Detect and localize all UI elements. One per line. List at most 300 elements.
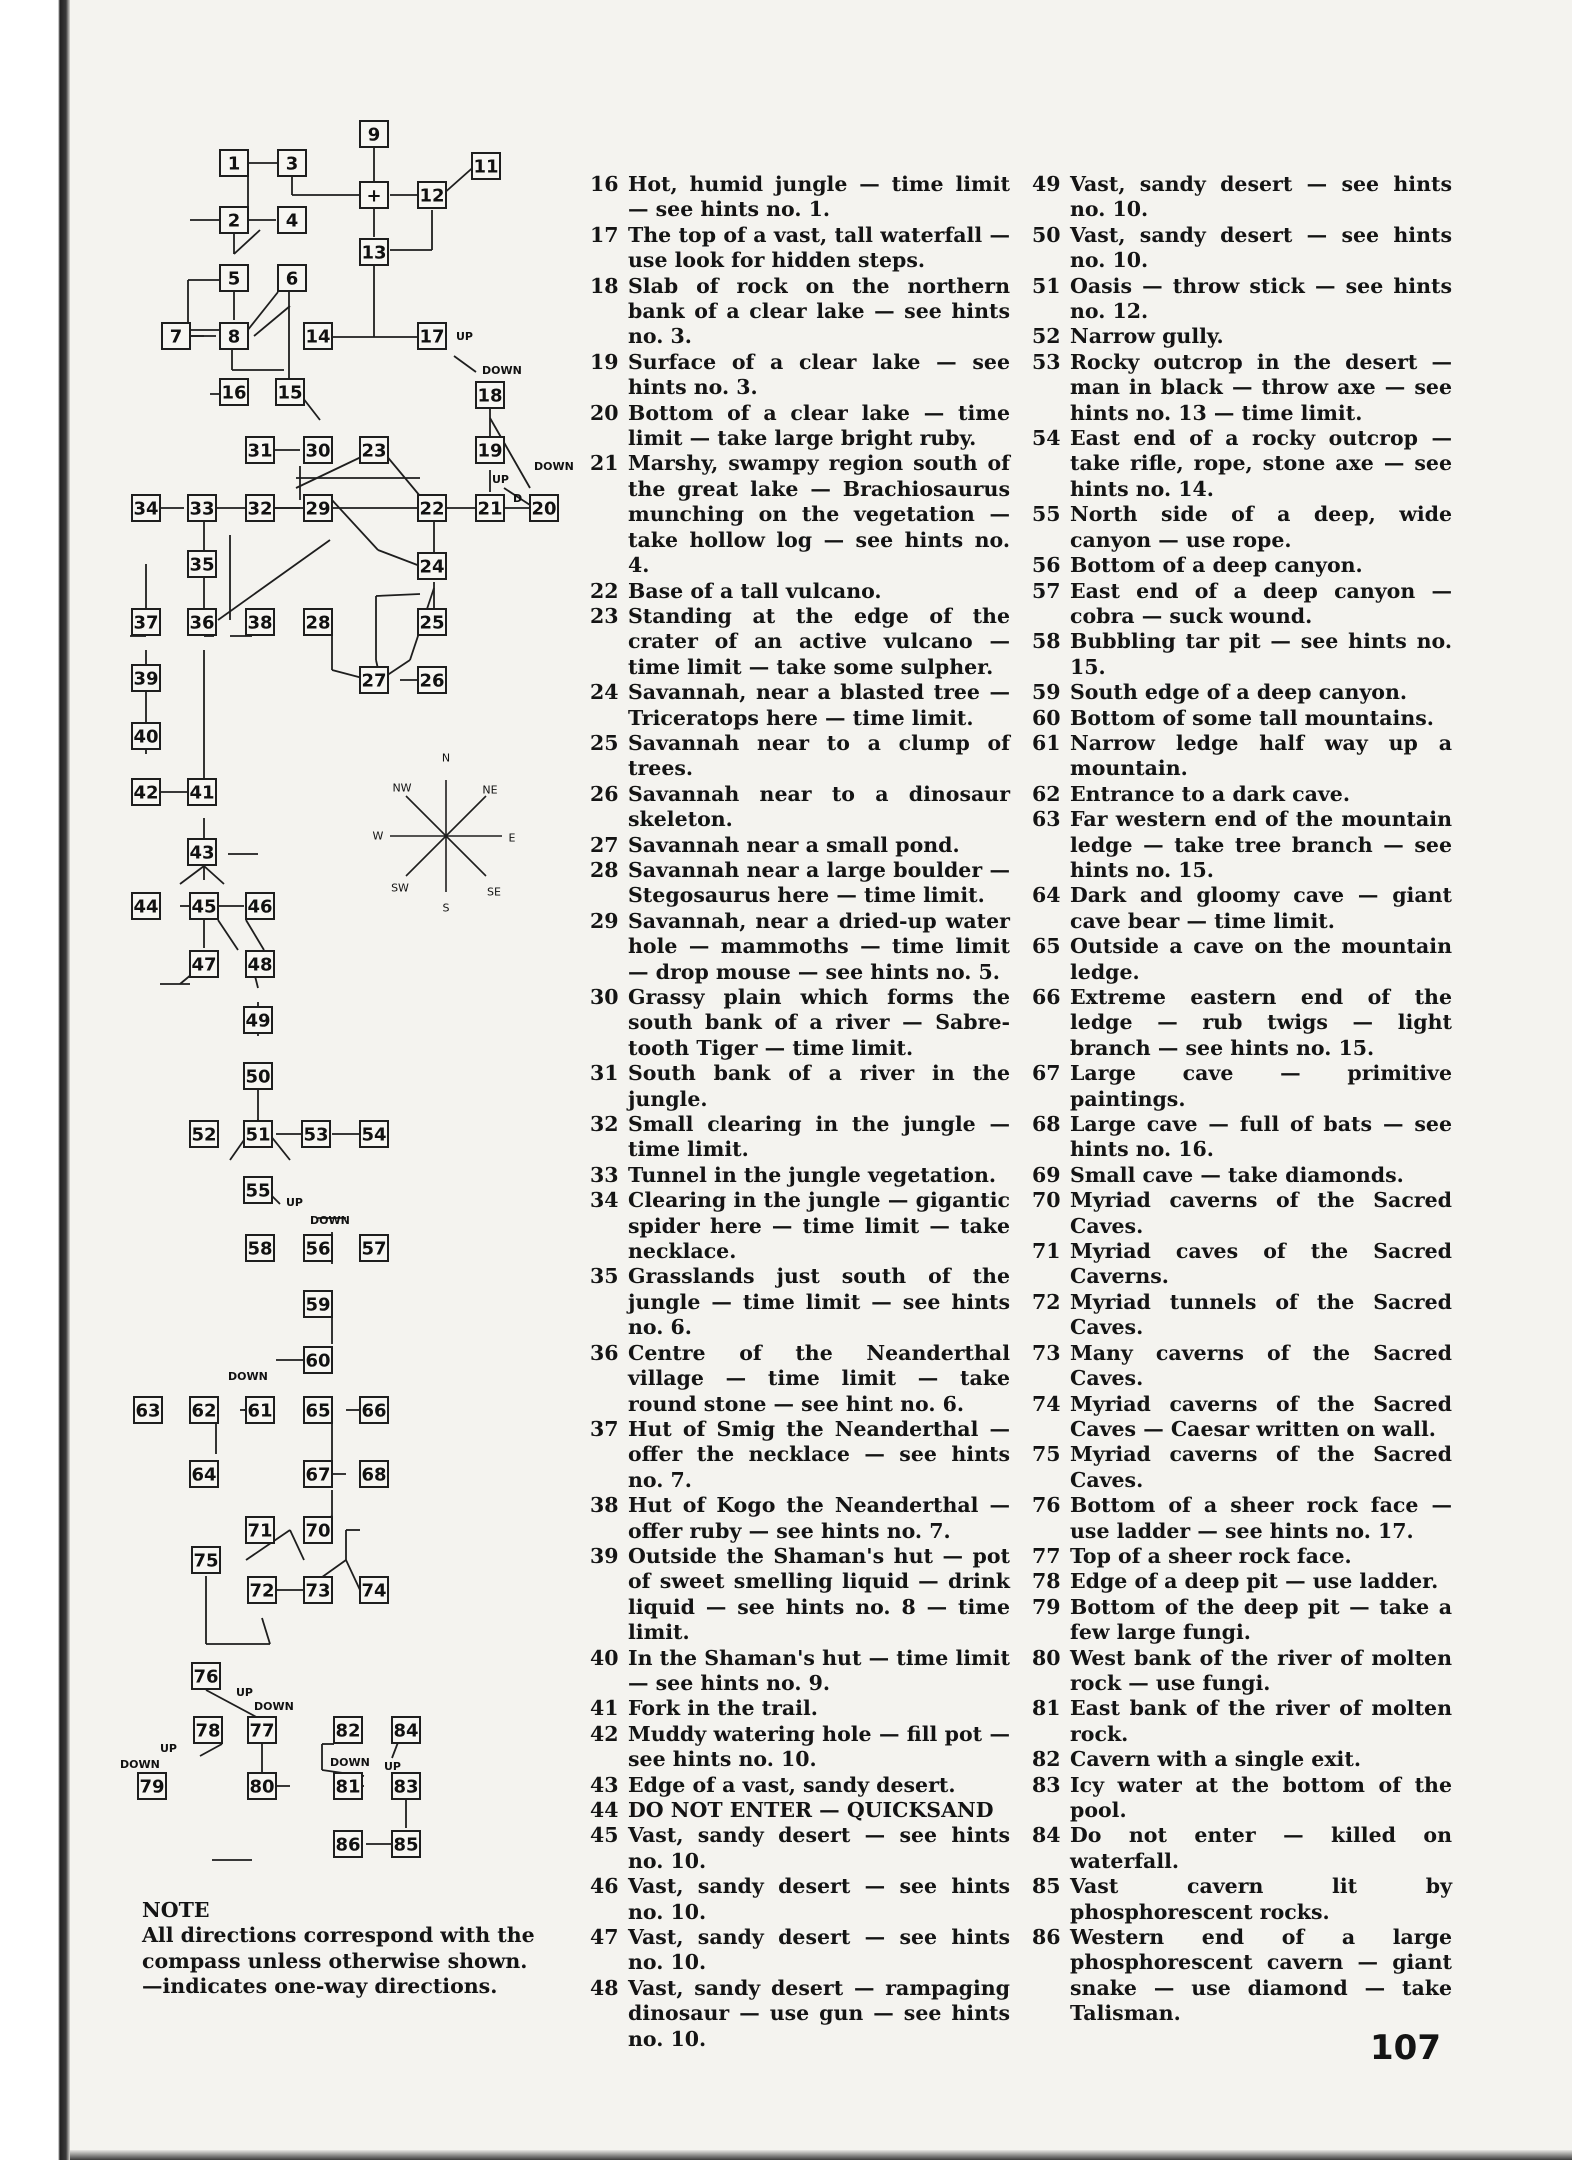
compass-se: SE bbox=[487, 885, 501, 899]
map-room-box bbox=[246, 495, 274, 521]
room-list-left bbox=[590, 172, 1010, 2052]
map-room-label: 17 bbox=[419, 326, 445, 348]
room-entry bbox=[1032, 731, 1452, 782]
room-entry bbox=[590, 985, 1010, 1061]
map-room-label: 51 bbox=[245, 1124, 271, 1146]
map-room-label: + bbox=[366, 185, 382, 207]
room-description: Hut of Smig the Neanderthal — offer the necklace — see hints no. 7. bbox=[628, 1416, 1010, 1492]
map-room-box bbox=[188, 609, 216, 635]
map-room-label: 65 bbox=[305, 1400, 331, 1422]
room-description: Fork in the trail. bbox=[628, 1696, 818, 1721]
room-entry bbox=[590, 1823, 1010, 1874]
room-description: Grasslands just south of the jungle — time limit — see hints no. 6. bbox=[628, 1264, 1010, 1340]
room-entry bbox=[590, 1544, 1010, 1646]
room-description: Myriad caverns of the Sacred Caves. bbox=[1070, 1188, 1452, 1238]
svg-text:UP: UP bbox=[492, 473, 509, 486]
room-entry bbox=[1032, 1646, 1452, 1697]
map-room-label: 75 bbox=[193, 1550, 219, 1572]
map-room-box bbox=[360, 1461, 388, 1487]
room-description: Savannah, near a blasted tree — Triceratops here — time limit. bbox=[628, 680, 1010, 730]
compass-e: E bbox=[508, 831, 516, 845]
map-room-label: 5 bbox=[227, 268, 241, 290]
room-number: 30 bbox=[590, 985, 619, 1009]
room-description: Do not enter — killed on waterfall. bbox=[1070, 1823, 1452, 1873]
map-room-box bbox=[360, 182, 388, 208]
map-room-label: 32 bbox=[247, 498, 273, 520]
room-description: Top of a sheer rock face. bbox=[1070, 1543, 1352, 1568]
note-title: NOTE bbox=[142, 1898, 210, 1922]
room-entry bbox=[1032, 1290, 1452, 1341]
room-number: 29 bbox=[590, 908, 619, 933]
note-line: —indicates one-way directions. bbox=[142, 1974, 498, 1999]
map-room-label: 33 bbox=[189, 498, 215, 520]
room-number: 42 bbox=[590, 1721, 619, 1746]
room-description: Bottom of some tall mountains. bbox=[1070, 705, 1434, 730]
room-entry bbox=[1032, 1061, 1452, 1112]
map-room-box bbox=[132, 779, 160, 805]
map-room-label: 76 bbox=[193, 1666, 219, 1688]
room-description: Small clearing in the jungle — time limit. bbox=[628, 1112, 1010, 1162]
room-description: Savannah near a large boulder — Stegosaurus here — time limit. bbox=[628, 857, 1010, 908]
room-entry bbox=[1032, 883, 1452, 934]
map-room-label: 77 bbox=[249, 1720, 275, 1742]
map-room-box bbox=[278, 150, 306, 176]
map-room-label: 72 bbox=[249, 1580, 275, 1602]
map-room-box bbox=[476, 495, 504, 521]
room-entry bbox=[1032, 1696, 1452, 1747]
room-number: 79 bbox=[1032, 1594, 1061, 1619]
room-entry bbox=[590, 1925, 1010, 1976]
room-number: 27 bbox=[590, 832, 619, 857]
room-number: 25 bbox=[590, 730, 619, 755]
room-number: 24 bbox=[590, 680, 619, 705]
room-number: 22 bbox=[590, 578, 619, 603]
map-room-label: 18 bbox=[477, 385, 503, 407]
map-room-box bbox=[190, 1461, 218, 1487]
room-description: Savannah near to a clump of trees. bbox=[628, 730, 1010, 781]
room-entry bbox=[1032, 1112, 1452, 1163]
room-description: North side of a deep, wide canyon — use rope. bbox=[1070, 502, 1452, 552]
map-room-label: 43 bbox=[189, 842, 215, 864]
map-room-label: 4 bbox=[285, 210, 299, 232]
map-room-box bbox=[302, 1121, 330, 1147]
room-number: 18 bbox=[590, 273, 619, 298]
room-entry bbox=[590, 1798, 1010, 1823]
map-rooms bbox=[132, 121, 558, 1857]
room-entry bbox=[1032, 1569, 1452, 1594]
room-description: Outside the Shaman's hut — pot of sweet smelling liquid — drink liquid — see hints no. 8 — time limit. bbox=[628, 1543, 1010, 1645]
map-room-box bbox=[220, 150, 248, 176]
room-description: DO NOT ENTER — QUICKSAND bbox=[628, 1798, 994, 1822]
map-room-label: 74 bbox=[361, 1580, 387, 1602]
map-room-label: 80 bbox=[249, 1776, 275, 1798]
room-number: 53 bbox=[1032, 349, 1061, 374]
map-room-box bbox=[418, 667, 446, 693]
map-room-box bbox=[190, 1121, 218, 1147]
room-entry bbox=[1032, 782, 1452, 807]
map-room-label: 58 bbox=[247, 1238, 273, 1260]
map-room-box bbox=[334, 1717, 362, 1743]
room-number: 39 bbox=[590, 1543, 619, 1568]
map-room-label: 57 bbox=[361, 1238, 387, 1260]
room-entry bbox=[590, 909, 1010, 985]
room-number: 16 bbox=[590, 172, 619, 196]
map-room-label: 49 bbox=[245, 1010, 271, 1032]
room-number: 86 bbox=[1032, 1925, 1061, 1950]
room-description: Vast cavern lit by phosphorescent rocks. bbox=[1070, 1874, 1452, 1924]
room-description: Small cave — take diamonds. bbox=[1070, 1162, 1404, 1187]
room-description: Savannah near a small pond. bbox=[628, 832, 960, 857]
map-room-label: 39 bbox=[133, 668, 159, 690]
room-entry bbox=[590, 172, 1010, 223]
map-room-box bbox=[220, 379, 248, 405]
map-room-box bbox=[246, 951, 274, 977]
room-entry bbox=[1032, 629, 1452, 680]
map-room-box bbox=[132, 665, 160, 691]
room-description: In the Shaman's hut — time limit — see hints no. 9. bbox=[628, 1645, 1010, 1695]
room-number: 65 bbox=[1032, 934, 1061, 959]
map-room-label: 60 bbox=[305, 1350, 331, 1372]
room-number: 49 bbox=[1032, 172, 1061, 196]
map-room-box bbox=[418, 495, 446, 521]
room-entry bbox=[1032, 502, 1452, 553]
room-entry bbox=[1032, 172, 1452, 223]
room-number: 20 bbox=[590, 400, 619, 425]
compass-w: W bbox=[372, 829, 384, 843]
room-description: Vast, sandy desert — see hints no. 10. bbox=[1070, 222, 1452, 273]
map-room-box bbox=[334, 1831, 362, 1857]
map-room-label: 81 bbox=[335, 1776, 361, 1798]
map-room-box bbox=[220, 265, 248, 291]
room-entry bbox=[1032, 1442, 1452, 1493]
room-number: 84 bbox=[1032, 1823, 1061, 1848]
room-description: Vast, sandy desert — see hints no. 10. bbox=[628, 1823, 1010, 1873]
room-number: 58 bbox=[1032, 629, 1061, 654]
map-room-box bbox=[304, 1461, 332, 1487]
map-room-label: 9 bbox=[367, 124, 381, 146]
map-room-box bbox=[248, 1773, 276, 1799]
room-number: 26 bbox=[590, 781, 619, 806]
room-number: 83 bbox=[1032, 1772, 1061, 1797]
map-room-label: 44 bbox=[133, 896, 159, 918]
map-room-box bbox=[276, 379, 304, 405]
room-number: 23 bbox=[590, 603, 619, 628]
room-description: Marshy, swampy region south of the great lake — Brachiosaurus munching on the vegetation — take hollow log — see hints no. 4. bbox=[628, 451, 1010, 578]
map-room-box bbox=[132, 495, 160, 521]
room-number: 40 bbox=[590, 1645, 619, 1670]
map-room-box bbox=[244, 1063, 272, 1089]
room-description: Hut of Kogo the Neanderthal — offer ruby — see hints no. 7. bbox=[628, 1493, 1010, 1543]
map-room-box bbox=[188, 779, 216, 805]
map-room-label: 27 bbox=[361, 670, 387, 692]
map-room-label: 24 bbox=[419, 556, 445, 578]
map-room-box bbox=[188, 839, 216, 865]
map-room-box bbox=[132, 723, 160, 749]
compass-n: N bbox=[441, 751, 451, 765]
map-room-label: 14 bbox=[305, 326, 331, 348]
room-description: Bottom of the deep pit — take a few large fungi. bbox=[1070, 1594, 1452, 1645]
room-description: Grassy plain which forms the south bank of a river — Sabre-tooth Tiger — time limit. bbox=[628, 985, 1010, 1060]
room-entry bbox=[1032, 985, 1452, 1061]
room-number: 57 bbox=[1032, 578, 1061, 603]
room-entry bbox=[1032, 324, 1452, 349]
map-room-label: 82 bbox=[335, 1720, 361, 1742]
room-entry bbox=[590, 1188, 1010, 1264]
map-room-box bbox=[304, 323, 332, 349]
room-description: Centre of the Neanderthal village — time limit — take round stone — see hint no. 6. bbox=[628, 1340, 1010, 1416]
map-room-label: 45 bbox=[191, 896, 217, 918]
map-room-label: 15 bbox=[277, 382, 303, 404]
map-room-label: 23 bbox=[361, 440, 387, 462]
room-number: 19 bbox=[590, 349, 619, 374]
compass-ne: NE bbox=[482, 783, 498, 797]
room-number: 38 bbox=[590, 1493, 619, 1518]
room-entry bbox=[590, 1722, 1010, 1773]
map-room-label: 34 bbox=[133, 498, 159, 520]
map-room-box bbox=[418, 182, 446, 208]
map-room-label: 13 bbox=[361, 242, 387, 264]
map-room-box bbox=[304, 1397, 332, 1423]
map-room-box bbox=[190, 1397, 218, 1423]
map-room-box bbox=[162, 323, 190, 349]
map-room-box bbox=[392, 1831, 420, 1857]
room-entry bbox=[590, 1163, 1010, 1188]
room-description: South edge of a deep canyon. bbox=[1070, 680, 1408, 705]
map-room-label: 85 bbox=[393, 1834, 419, 1856]
map-room-label: 36 bbox=[189, 612, 215, 634]
room-description: Cavern with a single exit. bbox=[1070, 1747, 1361, 1772]
map-room-box bbox=[192, 1663, 220, 1689]
room-entry bbox=[1032, 1925, 1452, 2027]
room-description: Narrow gully. bbox=[1070, 324, 1224, 349]
room-description: Dark and gloomy cave — giant cave bear — time limit. bbox=[1070, 883, 1452, 933]
room-number: 75 bbox=[1032, 1442, 1061, 1467]
room-number: 80 bbox=[1032, 1645, 1061, 1670]
map-room-box bbox=[278, 265, 306, 291]
room-number: 54 bbox=[1032, 426, 1061, 451]
map-room-label: 47 bbox=[191, 954, 217, 976]
room-entry bbox=[1032, 934, 1452, 985]
room-list-right bbox=[1032, 172, 1452, 2027]
map-room-box bbox=[132, 609, 160, 635]
room-number: 36 bbox=[590, 1340, 619, 1365]
room-description: Vast, sandy desert — see hints no. 10. bbox=[1070, 172, 1452, 222]
room-number: 81 bbox=[1032, 1696, 1061, 1721]
map-room-label: 55 bbox=[245, 1180, 271, 1202]
room-entry bbox=[1032, 1239, 1452, 1290]
room-entry bbox=[590, 1773, 1010, 1798]
room-entry bbox=[1032, 553, 1452, 578]
map-room-label: 12 bbox=[419, 185, 445, 207]
map-room-label: 62 bbox=[191, 1400, 217, 1422]
room-number: 68 bbox=[1032, 1112, 1061, 1137]
map-room-box bbox=[246, 609, 274, 635]
room-number: 70 bbox=[1032, 1188, 1061, 1213]
room-number: 34 bbox=[590, 1188, 619, 1213]
map-room-label: 71 bbox=[247, 1520, 273, 1542]
room-number: 52 bbox=[1032, 324, 1061, 349]
room-number: 74 bbox=[1032, 1391, 1061, 1416]
room-description: Extreme eastern end of the ledge — rub twigs — light branch — see hints no. 15. bbox=[1070, 985, 1452, 1060]
room-description: Savannah, near a dried-up water hole — mammoths — time limit — drop mouse — see hints no. 5. bbox=[628, 908, 1010, 984]
room-description: Clearing in the jungle — gigantic spider here — time limit — take necklace. bbox=[628, 1188, 1010, 1264]
map-room-label: 61 bbox=[247, 1400, 273, 1422]
map-note bbox=[142, 1898, 572, 2000]
map-room-label: 31 bbox=[247, 440, 273, 462]
page-number: 107 bbox=[1370, 2028, 1441, 2068]
map-room-box bbox=[192, 1547, 220, 1573]
room-number: 51 bbox=[1032, 273, 1061, 298]
room-entry bbox=[590, 1417, 1010, 1493]
svg-text:DOWN: DOWN bbox=[120, 1758, 160, 1771]
room-description: Hot, humid jungle — time limit — see hints no. 1. bbox=[628, 172, 1010, 222]
room-number: 43 bbox=[590, 1772, 619, 1797]
room-description: Western end of a large phosphorescent cavern — giant snake — use diamond — take Talisman. bbox=[1070, 1925, 1452, 2026]
compass-sw: SW bbox=[391, 881, 409, 895]
map-room-box bbox=[418, 609, 446, 635]
room-number: 66 bbox=[1032, 985, 1061, 1009]
room-number: 60 bbox=[1032, 705, 1061, 730]
room-description: Outside a cave on the mountain ledge. bbox=[1070, 934, 1452, 984]
map-room-label: 19 bbox=[477, 440, 503, 462]
room-description: East end of a deep canyon — cobra — suck wound. bbox=[1070, 578, 1452, 628]
map-room-box bbox=[246, 1517, 274, 1543]
room-number: 48 bbox=[590, 1975, 619, 2000]
svg-text:DOWN: DOWN bbox=[482, 364, 522, 377]
map-room-box bbox=[244, 1121, 272, 1147]
svg-text:UP: UP bbox=[456, 330, 473, 343]
map-room-label: 46 bbox=[247, 896, 273, 918]
room-number: 28 bbox=[590, 857, 619, 882]
room-description: The top of a vast, tall waterfall — use look for hidden steps. bbox=[628, 222, 1010, 273]
room-description: Many caverns of the Sacred Caves. bbox=[1070, 1340, 1452, 1391]
adventure-map bbox=[0, 0, 600, 2160]
room-description: Edge of a deep pit — use ladder. bbox=[1070, 1569, 1439, 1594]
svg-text:DOWN: DOWN bbox=[330, 1756, 370, 1769]
map-room-box bbox=[304, 1517, 332, 1543]
room-entry bbox=[1032, 706, 1452, 731]
map-direction-labels bbox=[120, 330, 574, 1773]
room-entry bbox=[590, 1264, 1010, 1340]
map-room-label: 26 bbox=[419, 670, 445, 692]
room-description: Myriad caverns of the Sacred Caves — Caesar written on wall. bbox=[1070, 1391, 1452, 1441]
map-room-label: 1 bbox=[227, 153, 241, 175]
room-entry bbox=[1032, 1544, 1452, 1569]
room-number: 50 bbox=[1032, 222, 1061, 247]
room-description: Vast, sandy desert — rampaging dinosaur — use gun — see hints no. 10. bbox=[628, 1975, 1010, 2051]
note-line: All directions correspond with the bbox=[142, 1923, 535, 1948]
room-description: Vast, sandy desert — see hints no. 10. bbox=[628, 1925, 1010, 1975]
room-entry bbox=[590, 833, 1010, 858]
map-room-box bbox=[472, 153, 500, 179]
map-room-label: 11 bbox=[473, 156, 499, 178]
map-room-label: 41 bbox=[189, 782, 215, 804]
map-room-box bbox=[476, 437, 504, 463]
svg-text:D: D bbox=[513, 492, 523, 505]
map-room-label: 78 bbox=[195, 1720, 221, 1742]
map-room-box bbox=[360, 667, 388, 693]
room-entry bbox=[590, 350, 1010, 401]
room-number: 35 bbox=[590, 1264, 619, 1289]
map-room-label: 64 bbox=[191, 1464, 217, 1486]
room-entry bbox=[1032, 274, 1452, 325]
room-number: 33 bbox=[590, 1162, 619, 1187]
map-room-label: 56 bbox=[305, 1238, 331, 1260]
map-room-box bbox=[334, 1773, 362, 1799]
room-description: Far western end of the mountain ledge — take tree branch — see hints no. 15. bbox=[1070, 807, 1452, 882]
room-description: Base of a tall vulcano. bbox=[628, 578, 882, 603]
map-room-box bbox=[304, 1347, 332, 1373]
map-room-box bbox=[360, 121, 388, 147]
room-number: 55 bbox=[1032, 502, 1061, 527]
map-room-box bbox=[138, 1773, 166, 1799]
room-description: Slab of rock on the northern bank of a clear lake — see hints no. 3. bbox=[628, 273, 1010, 349]
map-room-box bbox=[392, 1717, 420, 1743]
map-room-label: 21 bbox=[477, 498, 503, 520]
room-number: 85 bbox=[1032, 1874, 1061, 1899]
room-number: 64 bbox=[1032, 883, 1061, 908]
room-entry bbox=[590, 223, 1010, 274]
svg-text:DOWN: DOWN bbox=[254, 1700, 294, 1713]
room-number: 31 bbox=[590, 1061, 619, 1086]
room-number: 17 bbox=[590, 222, 619, 247]
map-room-box bbox=[304, 1291, 332, 1317]
map-room-box bbox=[360, 437, 388, 463]
room-description: Oasis — throw stick — see hints no. 12. bbox=[1070, 273, 1452, 324]
room-description: Surface of a clear lake — see hints no. 3. bbox=[628, 349, 1010, 400]
room-entry bbox=[590, 680, 1010, 731]
room-entry bbox=[590, 401, 1010, 452]
room-entry bbox=[590, 1493, 1010, 1544]
map-room-label: 7 bbox=[169, 326, 183, 348]
room-entry bbox=[1032, 1392, 1452, 1443]
compass-s: S bbox=[442, 901, 450, 915]
room-number: 45 bbox=[590, 1823, 619, 1848]
room-description: Edge of a vast, sandy desert. bbox=[628, 1772, 956, 1797]
room-entry bbox=[1032, 1341, 1452, 1392]
map-room-label: 79 bbox=[139, 1776, 165, 1798]
room-entry bbox=[1032, 1823, 1452, 1874]
map-room-box bbox=[530, 495, 558, 521]
map-room-label: 16 bbox=[221, 382, 247, 404]
map-room-label: 38 bbox=[247, 612, 273, 634]
room-number: 62 bbox=[1032, 781, 1061, 806]
map-room-box bbox=[248, 1577, 276, 1603]
map-room-box bbox=[134, 1397, 162, 1423]
map-room-label: 28 bbox=[305, 612, 331, 634]
room-description: Bottom of a sheer rock face — use ladder — see hints no. 17. bbox=[1070, 1493, 1452, 1543]
room-entry bbox=[1032, 350, 1452, 426]
room-description: Bottom of a clear lake — time limit — take large bright ruby. bbox=[628, 400, 1010, 451]
map-room-box bbox=[418, 553, 446, 579]
room-number: 32 bbox=[590, 1112, 619, 1137]
map-room-label: 68 bbox=[361, 1464, 387, 1486]
room-description: Narrow ledge half way up a mountain. bbox=[1070, 730, 1452, 781]
room-number: 41 bbox=[590, 1696, 619, 1721]
compass-rose bbox=[373, 752, 516, 915]
map-room-box bbox=[246, 1235, 274, 1261]
map-room-label: 3 bbox=[285, 153, 299, 175]
room-description: Standing at the edge of the crater of an active vulcano — time limit — take some sulpher. bbox=[628, 603, 1010, 679]
map-room-box bbox=[304, 609, 332, 635]
room-number: 47 bbox=[590, 1925, 619, 1950]
map-room-label: 54 bbox=[361, 1124, 387, 1146]
room-number: 77 bbox=[1032, 1543, 1061, 1568]
map-room-box bbox=[246, 437, 274, 463]
map-room-box bbox=[360, 1121, 388, 1147]
svg-text:DOWN: DOWN bbox=[228, 1370, 268, 1383]
map-room-box bbox=[188, 495, 216, 521]
